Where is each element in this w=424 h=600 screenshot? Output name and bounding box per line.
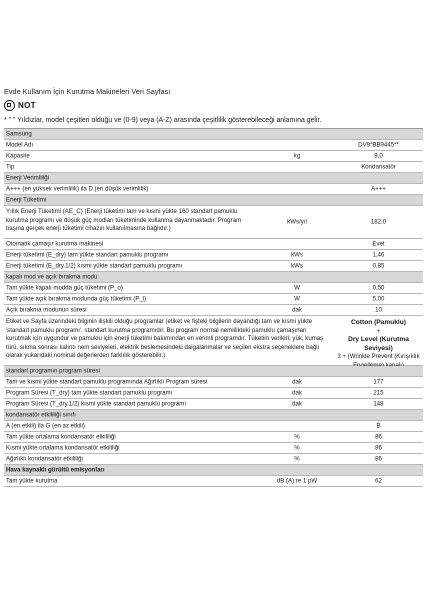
noise-label: Tam yükte kurutma xyxy=(6,477,58,485)
weighted-time-label: Tam ve kısmi yükte standart pamuklu programında Ağırlıklı Program süresi xyxy=(6,378,208,386)
noise-row xyxy=(4,476,423,487)
off-mode-header-label: kapalı mod ve açık bırakma modu xyxy=(6,273,98,281)
left-on-duration-row xyxy=(4,305,423,316)
dry-level-label: Dry Level (Kurutma Seviyesi) xyxy=(348,336,409,352)
off-power-value: 0,50 xyxy=(372,284,385,292)
condensation-class-value: B xyxy=(376,422,381,430)
data-sheet-table xyxy=(4,128,423,487)
full-time-value: 215 xyxy=(373,389,384,397)
off-power-row xyxy=(4,283,423,294)
condensation-header-label: kondansatör etkililiği sınıfı xyxy=(6,411,76,419)
partial-load-energy-value: 0,85 xyxy=(372,262,385,270)
capacity-row xyxy=(4,151,423,162)
weighted-time-row xyxy=(4,377,423,388)
partial-condensation-value: 86 xyxy=(375,444,382,452)
energy-class-value: A+++ xyxy=(371,185,386,193)
partial-time-value: 148 xyxy=(373,400,384,408)
full-condensation-label: Tam yükte ortalama kondansatör etkililiği xyxy=(6,433,116,441)
program-setting xyxy=(334,319,423,371)
left-on-duration-value: 10 xyxy=(375,306,382,314)
weighted-condensation-row xyxy=(4,454,423,465)
annual-energy-unit: kWs/yıl xyxy=(287,218,307,226)
noise-unit: dB (A) re 1 pW xyxy=(276,477,318,485)
energy-class-header-label: Enerji Verimliliği xyxy=(6,174,50,182)
left-on-power-label: Tam yükte açık bırakma modunda güç tüketimi (P_l) xyxy=(6,295,147,303)
full-time-row xyxy=(4,388,423,399)
annual-energy-value: 182,0 xyxy=(370,218,387,226)
partial-time-row xyxy=(4,399,423,410)
energy-class-header xyxy=(4,173,423,184)
type-label: Tip xyxy=(6,163,15,171)
type-row xyxy=(4,162,423,173)
capacity-label: Kapasite xyxy=(6,152,30,160)
weighted-condensation-value: 86 xyxy=(375,455,382,463)
program-name: Cotton (Pamuklu) xyxy=(351,319,406,326)
off-power-unit: W xyxy=(294,284,300,292)
left-on-duration-unit: dak xyxy=(292,306,302,314)
program-info-text: Etiket ve Sayfa üzerindeki bilginin ilişkili olduğu programlar (etiket ve fişteki bilgilerin dayandığı tam ve kısmi yükte 'standart pamuklu programı', standart kurutma programıdır. Bu program normal nemlilikteki pamuklu çamaşırları kurutmak için uygundur ve pamuklu için enerji tüketimi bakımından en verimli programdır. Tüketim verileri; yük, kumaş türü, sıkma sonrası kalıntı nem seviyeleri, elektrik beslemesindeki dalgalanmalar ve seçilen ekstra seçeneklere bağlı olarak yukarıdaki nominal değerlerden farklılık gösterebilir.) xyxy=(6,318,324,360)
left-on-duration-label: Açık bırakma modunun süresi xyxy=(6,306,87,314)
document-note-icon xyxy=(4,100,15,111)
partial-time-label: Program Süresi (T_dry.1/2) kısmi yükte standart pamuklu programı xyxy=(6,400,187,408)
program-info-row xyxy=(4,316,423,366)
left-on-power-value: 5,00 xyxy=(372,295,385,303)
capacity-unit: kg xyxy=(293,152,301,160)
energy-class-row xyxy=(4,184,423,195)
partial-load-energy-label: Enerji tüketimi (E_dry.1/2) kısmi yükte standart pamuklu programı xyxy=(6,262,183,270)
left-on-power-unit: W xyxy=(294,295,300,303)
program-time-header xyxy=(4,366,423,377)
noise-value: 62 xyxy=(375,477,382,485)
partial-load-energy-unit: kWs xyxy=(291,262,303,270)
weighted-time-value: 177 xyxy=(373,378,384,386)
model-label: Model Adı xyxy=(6,141,34,149)
weighted-condensation-label: Ağırlıklı kondansatör etkililiği xyxy=(6,455,83,463)
document-title: Evde Kullanım İçin Kurutma Makineleri Veri Sayfası xyxy=(4,87,171,96)
annual-energy-row xyxy=(4,206,423,239)
program-plus: + xyxy=(376,327,381,335)
full-condensation-value: 86 xyxy=(375,433,382,441)
brand-name: Samsung xyxy=(6,130,32,138)
condensation-header xyxy=(4,410,423,421)
full-time-unit: dak xyxy=(292,389,302,397)
full-time-label: Program Süresi (T_dry) tam yükte standart pamuklu programı xyxy=(6,389,173,397)
noise-header xyxy=(4,465,423,476)
capacity-value: 9,0 xyxy=(374,152,383,160)
weighted-time-unit: dak xyxy=(292,378,302,386)
annual-energy-label: Yıllık Enerji Tüketimi (AE_C) (Enerji tüketimi tam ve kısmi yükte 160 standart pamuklu kurutma programı ve düşük güç modları tüketiminde kullanma dayanmaktadır. Program başına gerçek enerji tüketimi cihazın kullanılmasına bağlıdır.) xyxy=(6,208,242,233)
full-condensation-unit: % xyxy=(294,433,300,441)
note-heading xyxy=(4,98,36,112)
program-time-header-label: standart programın program süresi xyxy=(6,367,100,375)
type-value: Kondansatör xyxy=(361,163,396,171)
note-label: NOT xyxy=(18,100,36,110)
condensation-class-label: A (en etkili) ila G (en az etkili) xyxy=(6,422,85,430)
brand-header-row xyxy=(4,129,423,140)
full-load-energy-value: 1,46 xyxy=(372,251,385,259)
dry-level-detail: 3 + (Wrinkle Prevent (Kırışıklık xyxy=(337,353,420,361)
partial-condensation-unit: % xyxy=(294,444,300,452)
off-mode-header xyxy=(4,272,423,283)
full-load-energy-row xyxy=(4,250,423,261)
auto-machine-row xyxy=(4,239,423,250)
full-condensation-row xyxy=(4,432,423,443)
partial-condensation-label: Kısmi yükte ortalama kondansatör etkililiği xyxy=(6,444,120,452)
noise-header-label: Hava kaynaklı gürültü emisyonları xyxy=(6,466,105,474)
partial-condensation-row xyxy=(4,443,423,454)
model-row xyxy=(4,140,423,151)
left-on-power-row xyxy=(4,294,423,305)
weighted-condensation-unit: % xyxy=(294,455,300,463)
partial-load-energy-row xyxy=(4,261,423,272)
off-power-label: Tam yükte kapalı modda güç tüketimi (P_o) xyxy=(6,284,123,292)
note-text: * " " Yıldızlar, model çeşitleri olduğu ve (0-9) veya (A-Z) arasında çeşitlilik gösterebileceği anlamına gelir. xyxy=(4,117,322,124)
model-value: DV9*BB9445** xyxy=(358,141,399,149)
auto-machine-value: Evet xyxy=(372,240,385,248)
auto-machine-label: Otomatik çamaşır kurutma makinesi xyxy=(6,240,104,248)
condensation-class-row xyxy=(4,421,423,432)
energy-class-label: A+++ (en yüksek verimlilik) ila D (en düşük verimlilik) xyxy=(6,185,149,193)
full-load-energy-label: Enerji tüketimi (E_dry) tam yükte standart pamuklu programı xyxy=(6,251,169,259)
energy-consumption-header-label: Enerji Tüketimi xyxy=(6,196,47,204)
partial-time-unit: dak xyxy=(292,400,302,408)
energy-consumption-header xyxy=(4,195,423,206)
full-load-energy-unit: kWs xyxy=(291,251,303,259)
